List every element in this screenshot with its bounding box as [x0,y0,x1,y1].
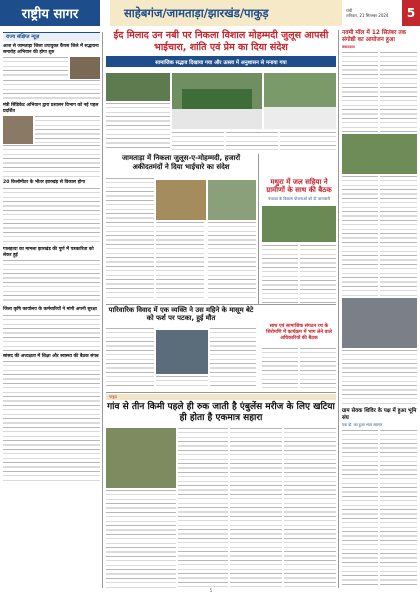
right-photo-2 [342,298,417,348]
left-story6-headline: सांसद की अध्यक्षता में शिक्षा और स्वास्थ्य की बैठक संपन्न [3,353,99,359]
footer-page-marker: 5 [209,588,213,593]
page-number: 5 [402,0,420,26]
left-story3-headline: 20 किलोमीटर के भीतर झारखंड़ से विकास होगा [3,180,86,186]
section-title: साहेबगंज/जामताड़ा/झारखंड/पाकुड़ [110,0,342,26]
story-family [106,306,256,322]
left-story1-headline: आज से जामताड़ा जिला उपायुक्त कैंपस जिले में सद्भावना समारोह अभियान की होगा शुरु [3,44,99,55]
right-photo-1 [342,134,417,174]
dateline-date: शनिवार, 21 सितम्बर 2024 [346,13,389,18]
family-headline: पारिवारिक विवाद में एक व्यक्ति ने उस महिने के मासूम बेटे को फर्श पर पटका, हुई मौत [108,306,254,323]
lead-body-col1 [106,103,170,149]
lead-photo-1 [106,73,170,101]
left-story4-headline: गालहत्या का मामला झारखंड की पूर्ण में पत्रकारिता को लेकर हुई [3,246,94,258]
left-story5-headline: जिला कृषि कार्यालय के कर्मचारियों ने मांगी अपनी सुरक्षा [3,307,97,313]
right-top-byline: संवाददाता [342,45,355,49]
masthead [0,0,420,26]
story-mathura [262,178,336,202]
story-jamtara [106,154,256,171]
brand-logo: राष्ट्रीय सागर [0,0,100,26]
left-story2-headline: मंत्री सिंडिकेट अभियान द्वारा प्रशासन विभाग को नई पहल प्रदर्शित [3,103,99,114]
mathura-photo [262,206,336,242]
left-column [3,32,100,588]
right-top-headline: नवमी मॉल में 12 सितंबर तक संगोष्ठी का आयोजन हुआ [342,30,407,43]
right-low-headline: ग्राम सेवक शिविर के पक्ष में हुआ भूमि संघ [342,408,417,421]
left-story1-body [3,57,68,79]
right-low-subhead: एक डॉ. का हुआ भव्य स्वागत [342,422,383,428]
lead-headline: ईद मिलाद उन नबी पर निकला विशाल मोहम्मदी जुलूस आपसी भाईचारा, शांति एवं प्रेम का दिया संदेश [113,30,329,53]
story-bottom [106,402,336,424]
lead-subhead: सामाजिक सद्भाव दिखाया गया और उत्सव में अनुशासन से मनाया गया [106,56,336,67]
dateline [342,0,402,26]
jamtara-photo-2 [208,180,256,220]
jamtara-photo-1 [156,180,206,220]
bottom-headline: गांव से तीन किमी पहले ही रुक जाती है एंबुलेंस मरीज के लिए खटिया ही होता है एकमात्र सहारा [107,402,335,423]
brief-box-head: राज्य संक्षिप्त न्यूज़ [3,32,100,41]
sahebganj-headline: साथ एवं सामाजिक संगठन रथ के शिरोमणि में कार्यक्रम में भाग लेने वाले अधिकारियों की बैठक [266,324,332,341]
lead-photo-3 [264,73,336,129]
lead-story [106,30,336,67]
dateline-city: रांची [346,7,353,13]
lead-photo-2 [172,73,262,129]
bottom-kicker: पाकुड़ [106,394,336,400]
family-photo [156,330,208,374]
right-column [342,30,417,50]
left-story2-photo [3,116,33,144]
mathura-subhead: पंचायत के विकास योजनाओं को दी जानकारी [268,195,330,201]
mathura-headline: मथुरा में जल सहिया ने ग्रामीणों के साथ की बैठक [266,178,332,195]
story-sahebganj [262,324,336,341]
left-story1-photo [70,57,100,79]
jamtara-headline: जामताड़ा में निकला जुलूस-ए-मोहम्मदी, हजारों अकीदतमंदों ने दिया भाईचारे का संदेश [121,154,241,171]
story-right-low [342,408,417,428]
bottom-photo [106,428,176,488]
